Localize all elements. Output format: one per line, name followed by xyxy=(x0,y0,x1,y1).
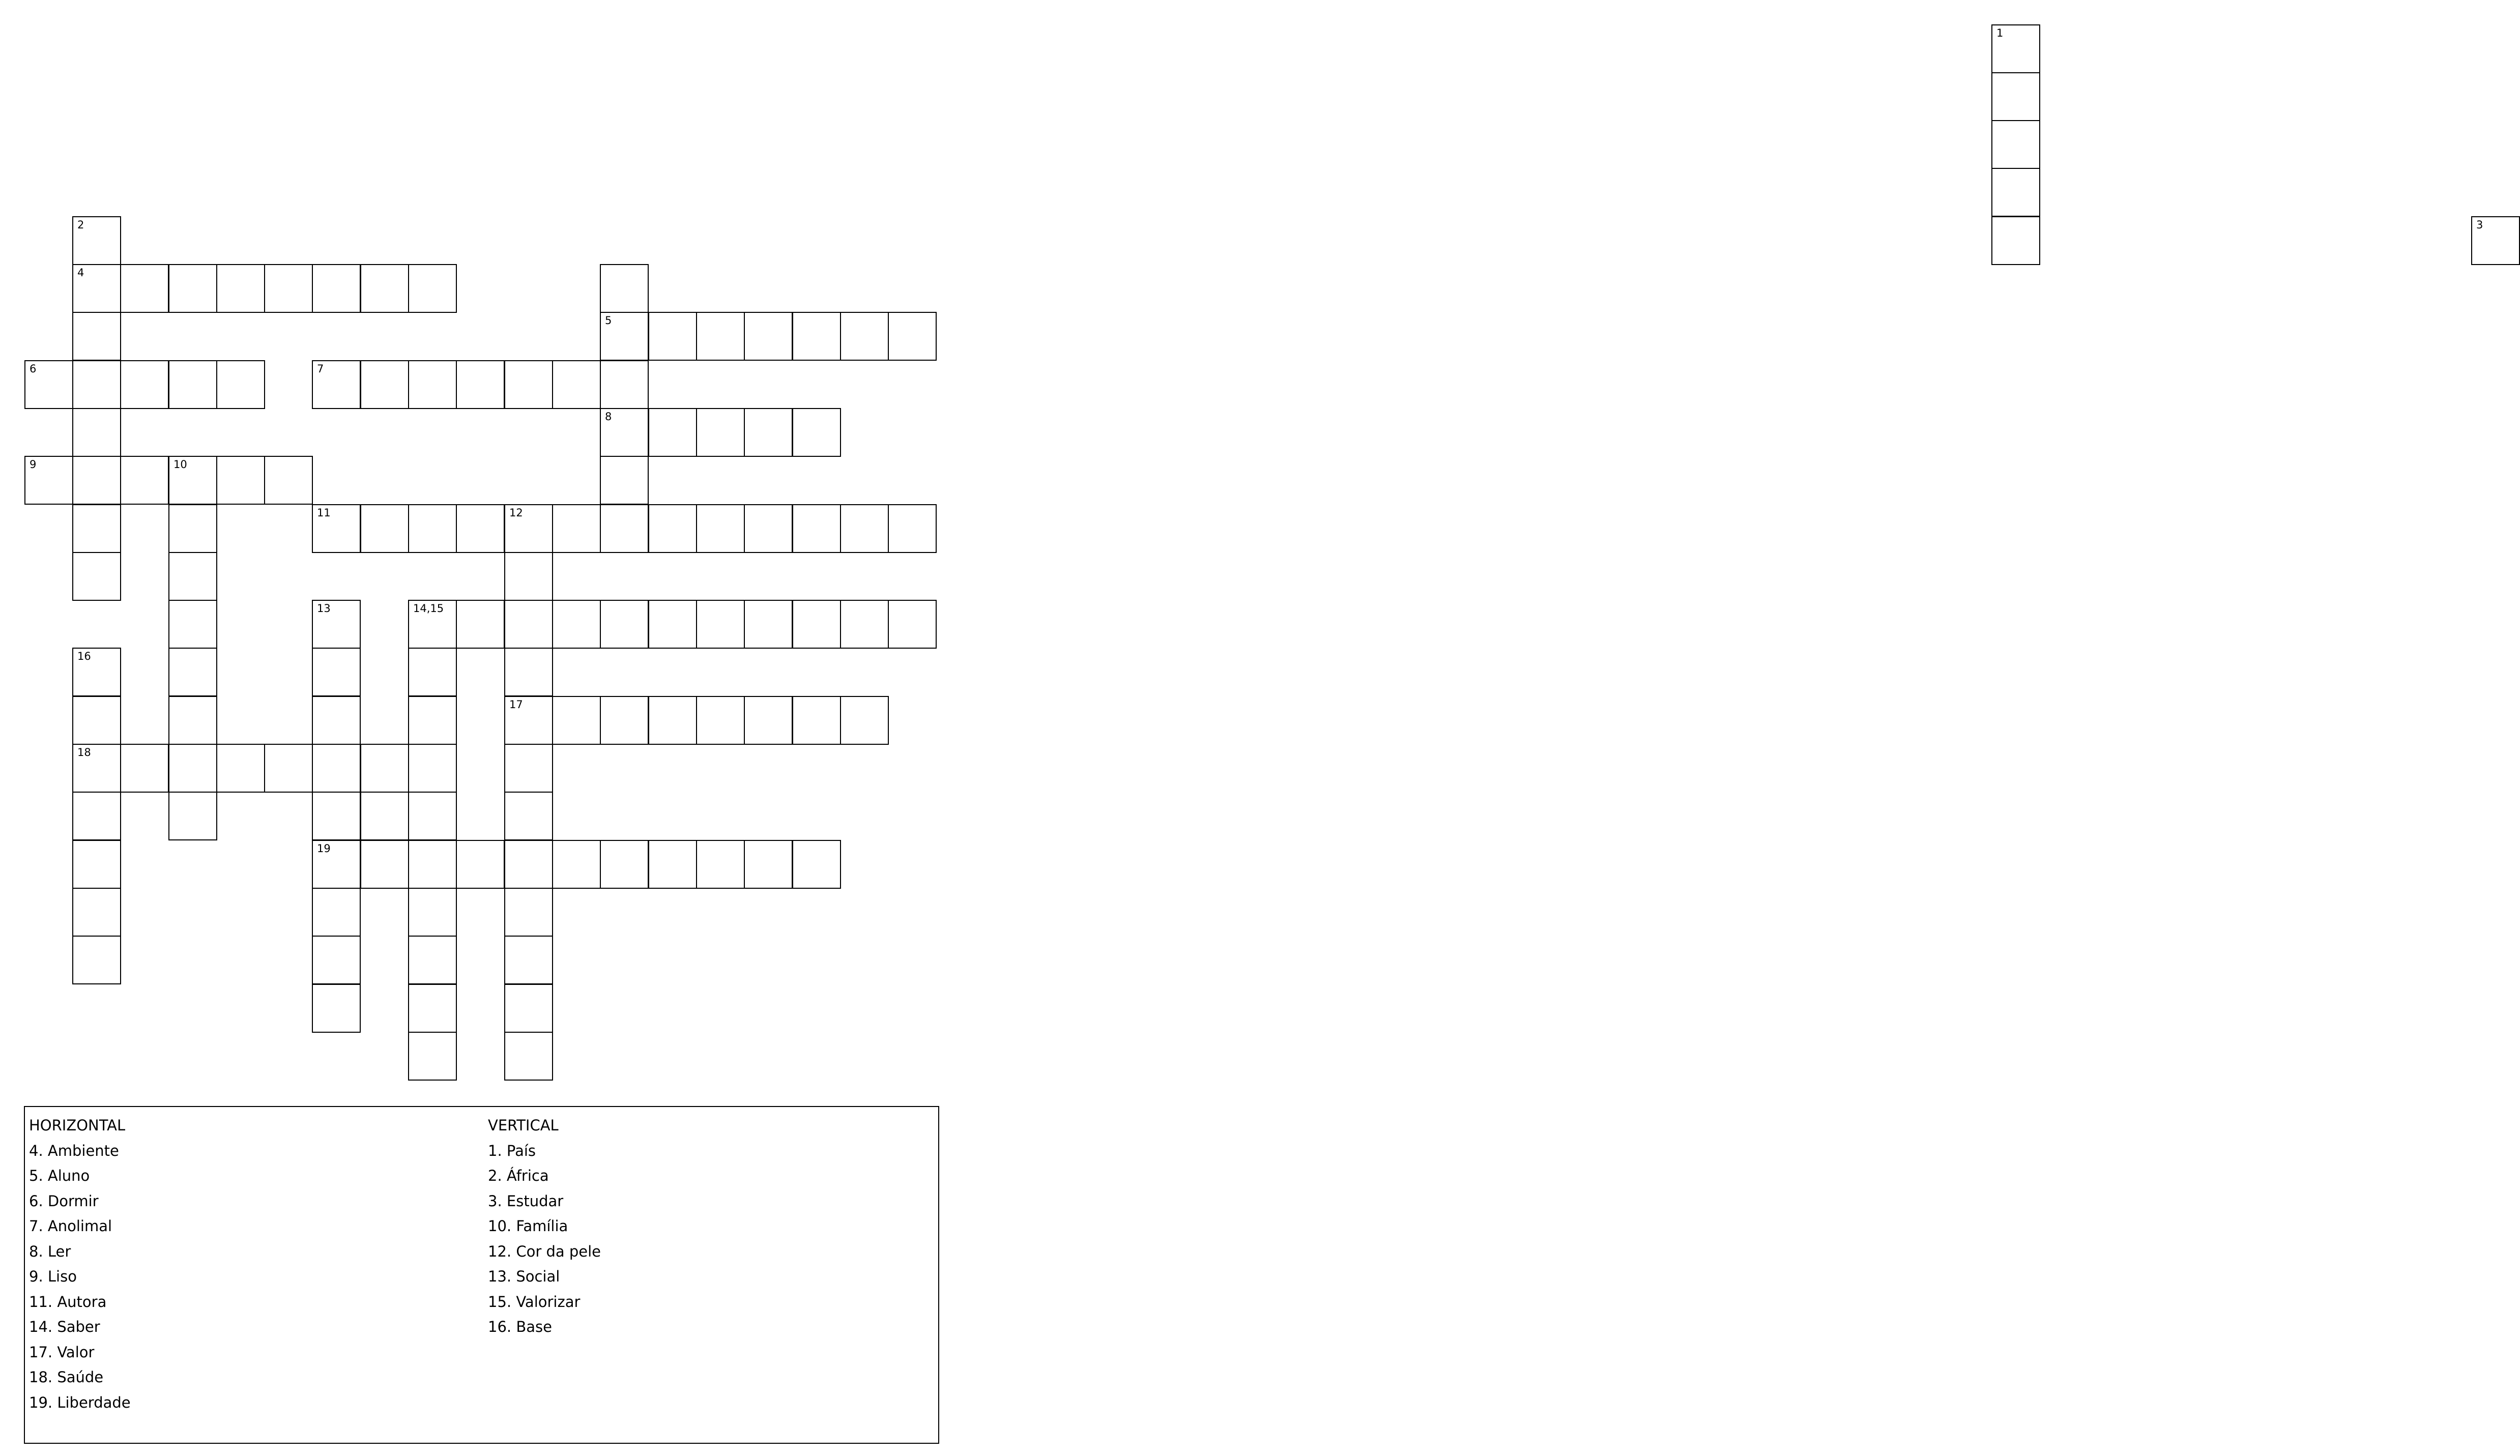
crossword-cell[interactable] xyxy=(312,648,361,696)
crossword-cell[interactable] xyxy=(744,600,793,649)
crossword-cell[interactable] xyxy=(264,264,313,313)
crossword-cell[interactable] xyxy=(792,504,841,553)
crossword-cell[interactable] xyxy=(648,312,697,361)
crossword-cell[interactable] xyxy=(744,840,793,889)
crossword-cell[interactable] xyxy=(792,696,841,745)
clue-item: 4. Ambiente xyxy=(29,1142,119,1159)
crossword-cell[interactable] xyxy=(552,360,601,409)
crossword-cell[interactable] xyxy=(696,312,745,361)
crossword-cell[interactable] xyxy=(168,552,217,601)
clue-number: 5 xyxy=(605,314,612,327)
crossword-cell[interactable] xyxy=(72,264,121,313)
crossword-cell[interactable] xyxy=(360,840,409,889)
crossword-cell[interactable] xyxy=(408,1032,457,1081)
crossword-cell[interactable] xyxy=(120,456,169,505)
crossword-cell[interactable] xyxy=(312,984,361,1033)
crossword-cell[interactable] xyxy=(1991,120,2040,169)
crossword-cell[interactable] xyxy=(408,936,457,984)
crossword-cell[interactable] xyxy=(600,840,649,889)
crossword-cell[interactable] xyxy=(600,264,649,313)
crossword-cell[interactable] xyxy=(696,504,745,553)
clue-item: 1. País xyxy=(488,1142,536,1159)
clue-number: 8 xyxy=(605,411,612,423)
clue-item: 9. Liso xyxy=(29,1268,77,1285)
crossword-cell[interactable] xyxy=(840,696,889,745)
crossword-cell[interactable] xyxy=(504,1032,553,1081)
clue-item: 11. Autora xyxy=(29,1293,107,1311)
crossword-cell[interactable] xyxy=(312,264,361,313)
crossword-cell[interactable] xyxy=(888,600,937,649)
crossword-cell[interactable] xyxy=(312,744,361,793)
crossword-cell[interactable] xyxy=(408,360,457,409)
crossword-cell[interactable] xyxy=(168,792,217,840)
crossword-cell[interactable] xyxy=(72,360,121,409)
crossword-cell[interactable] xyxy=(504,600,553,649)
horizontal-heading: HORIZONTAL xyxy=(29,1117,126,1134)
crossword-cell[interactable] xyxy=(504,360,553,409)
crossword-cell[interactable] xyxy=(72,216,121,265)
crossword-cell[interactable] xyxy=(264,456,313,505)
crossword-cell[interactable] xyxy=(72,840,121,889)
crossword-cell[interactable] xyxy=(456,504,505,553)
crossword-cell[interactable] xyxy=(312,888,361,937)
crossword-cell[interactable] xyxy=(168,456,217,505)
clue-item: 3. Estudar xyxy=(488,1192,564,1210)
clue-item: 7. Anolimal xyxy=(29,1217,112,1235)
clue-item: 16. Base xyxy=(488,1318,552,1335)
crossword-cell[interactable] xyxy=(456,360,505,409)
clue-number: 9 xyxy=(30,458,37,471)
crossword-cell[interactable] xyxy=(168,696,217,745)
crossword-cell[interactable] xyxy=(168,264,217,313)
clue-number: 2 xyxy=(77,219,84,231)
crossword-cell[interactable] xyxy=(360,792,409,840)
crossword-cell[interactable] xyxy=(120,360,169,409)
crossword-cell[interactable] xyxy=(1991,168,2040,217)
clue-number: 14,15 xyxy=(413,602,444,615)
clue-item: 13. Social xyxy=(488,1268,560,1285)
crossword-cell[interactable] xyxy=(168,504,217,553)
crossword-cell[interactable] xyxy=(408,600,457,649)
crossword-cell[interactable] xyxy=(216,360,265,409)
crossword-cell[interactable] xyxy=(504,648,553,696)
clue-number: 13 xyxy=(317,602,331,615)
crossword-cell[interactable] xyxy=(504,504,553,553)
crossword-cell[interactable] xyxy=(648,408,697,457)
crossword-cell[interactable] xyxy=(888,312,937,361)
crossword-cell[interactable] xyxy=(744,504,793,553)
clue-item: 6. Dormir xyxy=(29,1192,99,1210)
clue-item: 10. Família xyxy=(488,1217,568,1235)
crossword-cell[interactable] xyxy=(648,696,697,745)
clue-item: 15. Valorizar xyxy=(488,1293,581,1311)
vertical-heading: VERTICAL xyxy=(488,1117,559,1134)
crossword-cell[interactable] xyxy=(840,504,889,553)
clue-number: 7 xyxy=(317,363,324,375)
crossword-cell[interactable] xyxy=(792,600,841,649)
crossword-cell[interactable] xyxy=(408,504,457,553)
crossword-cell[interactable] xyxy=(600,456,649,505)
crossword-cell[interactable] xyxy=(72,312,121,361)
clue-item: 8. Ler xyxy=(29,1242,71,1260)
crossword-cell[interactable] xyxy=(600,600,649,649)
crossword-cell[interactable] xyxy=(504,984,553,1033)
crossword-cell[interactable] xyxy=(600,312,649,361)
crossword-cell[interactable] xyxy=(1991,24,2040,73)
crossword-cell[interactable] xyxy=(600,360,649,409)
crossword-cell[interactable] xyxy=(888,504,937,553)
crossword-cell[interactable] xyxy=(408,648,457,696)
crossword-cell[interactable] xyxy=(168,648,217,696)
crossword-cell[interactable] xyxy=(312,504,361,553)
crossword-cell[interactable] xyxy=(312,600,361,649)
crossword-cell[interactable] xyxy=(312,840,361,889)
clue-item: 17. Valor xyxy=(29,1343,95,1361)
crossword-cell[interactable] xyxy=(312,936,361,984)
crossword-cell[interactable] xyxy=(696,696,745,745)
crossword-cell[interactable] xyxy=(72,696,121,745)
crossword-cell[interactable] xyxy=(1991,72,2040,121)
crossword-cell[interactable] xyxy=(600,504,649,553)
crossword-cell[interactable] xyxy=(792,408,841,457)
crossword-cell[interactable] xyxy=(504,936,553,984)
crossword-cell[interactable] xyxy=(648,840,697,889)
crossword-cell[interactable] xyxy=(504,552,553,601)
crossword-cell[interactable] xyxy=(360,504,409,553)
crossword-cell[interactable] xyxy=(72,648,121,696)
clue-number: 17 xyxy=(509,698,523,711)
crossword-cell[interactable] xyxy=(792,312,841,361)
crossword-cell[interactable] xyxy=(168,600,217,649)
crossword-cell[interactable] xyxy=(312,360,361,409)
crossword-cell[interactable] xyxy=(120,264,169,313)
crossword-cell[interactable] xyxy=(408,984,457,1033)
crossword-cell[interactable] xyxy=(2471,216,2520,265)
vertical-clues xyxy=(488,1113,601,1340)
horizontal-clues xyxy=(29,1113,131,1415)
crossword-cell[interactable] xyxy=(408,696,457,745)
crossword-cell[interactable] xyxy=(264,744,313,793)
clue-item: 18. Saúde xyxy=(29,1368,104,1386)
crossword-cell[interactable] xyxy=(24,456,73,505)
crossword-cell[interactable] xyxy=(72,888,121,937)
clue-number: 11 xyxy=(317,507,331,519)
crossword-cell[interactable] xyxy=(744,312,793,361)
clue-number: 10 xyxy=(173,458,187,471)
crossword-cell[interactable] xyxy=(72,504,121,553)
crossword-cell[interactable] xyxy=(408,744,457,793)
crossword-cell[interactable] xyxy=(840,312,889,361)
crossword-cell[interactable] xyxy=(504,792,553,840)
crossword-cell[interactable] xyxy=(552,504,601,553)
crossword-cell[interactable] xyxy=(312,792,361,840)
clues-box xyxy=(24,1106,939,1444)
clue-number: 16 xyxy=(77,650,91,662)
crossword-cell[interactable] xyxy=(168,744,217,793)
crossword-cell[interactable] xyxy=(408,888,457,937)
clue-number: 3 xyxy=(2476,219,2483,231)
crossword-cell[interactable] xyxy=(168,360,217,409)
crossword-cell[interactable] xyxy=(72,936,121,984)
crossword-cell[interactable] xyxy=(408,264,457,313)
clue-number: 19 xyxy=(317,842,331,855)
crossword-cell[interactable] xyxy=(696,600,745,649)
crossword-cell[interactable] xyxy=(120,744,169,793)
crossword-cell[interactable] xyxy=(696,840,745,889)
crossword-cell[interactable] xyxy=(504,840,553,889)
crossword-cell[interactable] xyxy=(552,600,601,649)
clue-item: 5. Aluno xyxy=(29,1167,90,1184)
crossword-cell[interactable] xyxy=(792,840,841,889)
crossword-cell[interactable] xyxy=(504,888,553,937)
crossword-cell[interactable] xyxy=(312,696,361,745)
crossword-cell[interactable] xyxy=(600,696,649,745)
crossword-cell[interactable] xyxy=(744,696,793,745)
crossword-cell[interactable] xyxy=(360,264,409,313)
crossword-cell[interactable] xyxy=(744,408,793,457)
crossword-cell[interactable] xyxy=(72,744,121,793)
crossword-cell[interactable] xyxy=(504,696,553,745)
crossword-cell[interactable] xyxy=(456,840,505,889)
clue-number: 12 xyxy=(509,507,523,519)
crossword-cell[interactable] xyxy=(216,744,265,793)
crossword-cell[interactable] xyxy=(216,456,265,505)
clue-item: 2. África xyxy=(488,1167,549,1184)
clue-number: 18 xyxy=(77,746,91,759)
crossword-cell[interactable] xyxy=(72,456,121,505)
crossword-cell[interactable] xyxy=(696,408,745,457)
crossword-cell[interactable] xyxy=(360,744,409,793)
crossword-cell[interactable] xyxy=(552,696,601,745)
crossword-cell[interactable] xyxy=(72,552,121,601)
crossword-cell[interactable] xyxy=(456,600,505,649)
clue-item: 12. Cor da pele xyxy=(488,1242,601,1260)
crossword-cell[interactable] xyxy=(72,408,121,457)
crossword-cell[interactable] xyxy=(1991,216,2040,265)
crossword-cell[interactable] xyxy=(648,600,697,649)
crossword-cell[interactable] xyxy=(648,504,697,553)
clue-item: 14. Saber xyxy=(29,1318,100,1335)
crossword-cell[interactable] xyxy=(408,792,457,840)
crossword-cell[interactable] xyxy=(24,360,73,409)
crossword-cell[interactable] xyxy=(72,792,121,840)
clue-number: 4 xyxy=(77,267,84,279)
crossword-cell[interactable] xyxy=(504,744,553,793)
clue-number: 1 xyxy=(1996,27,2004,39)
clue-number: 6 xyxy=(30,363,37,375)
crossword-cell[interactable] xyxy=(216,264,265,313)
crossword-cell[interactable] xyxy=(840,600,889,649)
crossword-cell[interactable] xyxy=(600,408,649,457)
clue-item: 19. Liberdade xyxy=(29,1393,131,1411)
crossword-cell[interactable] xyxy=(360,360,409,409)
crossword-cell[interactable] xyxy=(552,840,601,889)
crossword-cell[interactable] xyxy=(408,840,457,889)
